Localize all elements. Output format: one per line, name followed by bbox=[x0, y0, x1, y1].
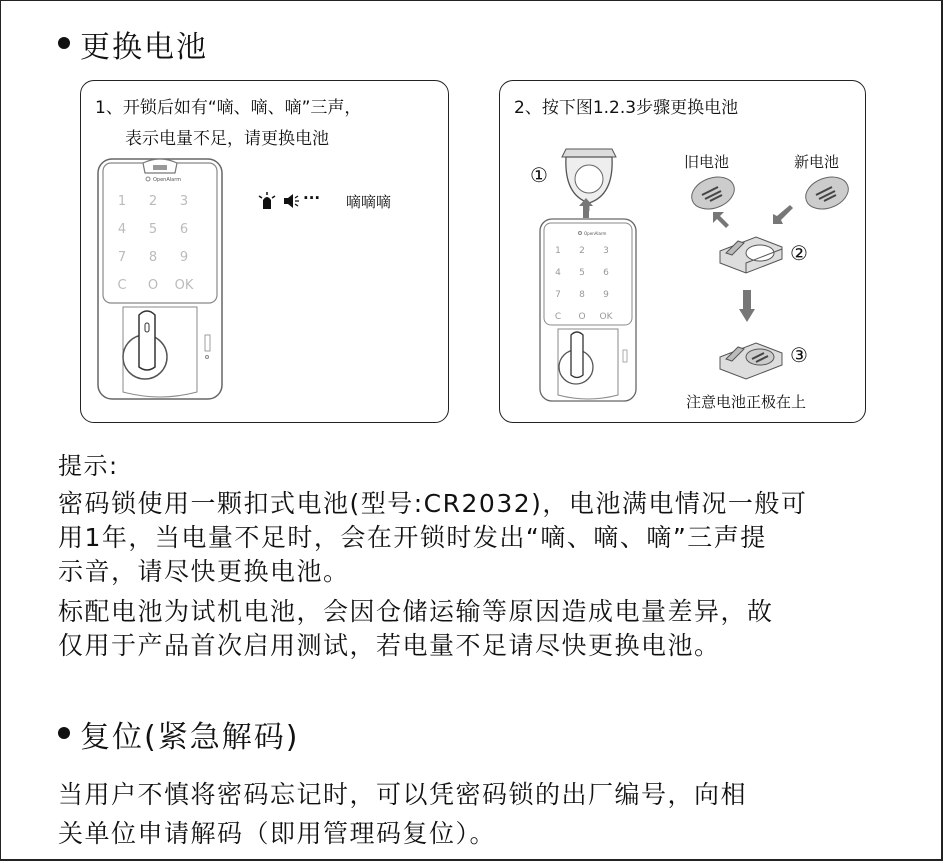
lock-illustration bbox=[95, 157, 225, 407]
svg-text:2: 2 bbox=[579, 246, 585, 256]
svg-text:C: C bbox=[554, 312, 562, 322]
step-1-marker: ① bbox=[530, 163, 548, 187]
bullet-dot bbox=[58, 37, 70, 49]
section-title-reset: 复位(紧急解码) bbox=[80, 720, 300, 755]
svg-text:O: O bbox=[578, 312, 586, 322]
svg-text:4: 4 bbox=[555, 268, 561, 278]
step-3-marker: ③ bbox=[790, 343, 808, 367]
up-arrow-icon bbox=[578, 197, 594, 219]
svg-text:1: 1 bbox=[555, 246, 561, 256]
new-battery-icon bbox=[802, 173, 852, 213]
tips-label: 提示: bbox=[58, 452, 119, 480]
tips-paragraph-1-line-3: 示音，请尽快更换电池。 bbox=[58, 557, 350, 586]
speaker-icon bbox=[282, 193, 300, 209]
svg-text:3: 3 bbox=[603, 246, 609, 256]
old-battery-label: 旧电池 bbox=[684, 153, 730, 171]
lock-illustration-small bbox=[538, 217, 638, 407]
illustration-box-low-battery bbox=[80, 80, 449, 423]
key-3: 3 bbox=[179, 194, 189, 209]
svg-text:9: 9 bbox=[603, 290, 609, 300]
key-o: O bbox=[147, 278, 159, 293]
section-title-battery: 更换电池 bbox=[80, 30, 208, 65]
key-9: 9 bbox=[179, 250, 189, 265]
lock-brand: OpenAlarm bbox=[153, 177, 182, 183]
reset-line-2: 关单位申请解码（即用管理码复位）。 bbox=[58, 819, 497, 848]
beep-sound-text: 嘀嘀嘀 bbox=[346, 193, 392, 211]
key-ok: OK bbox=[174, 278, 194, 293]
insert-arrow-icon bbox=[770, 203, 794, 227]
svg-text:OK: OK bbox=[599, 312, 613, 322]
svg-text:5: 5 bbox=[579, 268, 585, 278]
battery-holder-open-illustration bbox=[716, 229, 786, 279]
svg-text:6: 6 bbox=[603, 268, 609, 278]
svg-text:7: 7 bbox=[555, 290, 561, 300]
ellipsis-dots: ··· bbox=[303, 189, 321, 207]
key-5: 5 bbox=[148, 222, 158, 237]
tips-paragraph-1-line-1: 密码锁使用一颗扣式电池(型号:CR2032)，电池满电情况一般可 bbox=[58, 489, 808, 518]
tips-paragraph-1-line-2: 用1年，当电量不足时，会在开锁时发出“嘀、嘀、嘀”三声提 bbox=[58, 523, 767, 552]
tips-paragraph-2-line-1: 标配电池为试机电池，会因仓储运输等原因造成电量差异，故 bbox=[58, 597, 774, 626]
alarm-light-icon bbox=[257, 191, 277, 211]
battery-holder-closed-illustration bbox=[716, 335, 786, 385]
reset-line-1: 当用户不慎将密码忘记时，可以凭密码锁的出厂编号，向相 bbox=[58, 780, 748, 809]
down-arrow-icon bbox=[738, 289, 756, 323]
key-4: 4 bbox=[117, 222, 127, 237]
key-7: 7 bbox=[117, 250, 127, 265]
step-instruction: 2、按下图1.2.3步骤更换电池 bbox=[514, 98, 739, 118]
key-8: 8 bbox=[148, 250, 158, 265]
bullet-dot-2 bbox=[58, 727, 70, 739]
polarity-note: 注意电池正极在上 bbox=[686, 393, 807, 411]
old-battery-icon bbox=[688, 173, 738, 213]
instruction-line-2: 表示电量不足，请更换电池 bbox=[125, 129, 329, 149]
key-2: 2 bbox=[148, 194, 158, 209]
key-1: 1 bbox=[117, 194, 127, 209]
key-6: 6 bbox=[179, 222, 189, 237]
tips-paragraph-2-line-2: 仅用于产品首次启用测试，若电量不足请尽快更换电池。 bbox=[58, 631, 721, 660]
svg-text:8: 8 bbox=[579, 290, 585, 300]
remove-arrow-icon bbox=[710, 209, 730, 231]
lock-brand-small: OpenAlarm bbox=[584, 231, 607, 236]
illustration-box-replace-steps bbox=[499, 80, 866, 423]
key-c: C bbox=[117, 278, 127, 293]
instruction-line-1: 1、开锁后如有“嘀、嘀、嘀”三声， bbox=[95, 98, 362, 118]
step-2-marker: ② bbox=[790, 241, 808, 265]
new-battery-label: 新电池 bbox=[794, 153, 840, 171]
